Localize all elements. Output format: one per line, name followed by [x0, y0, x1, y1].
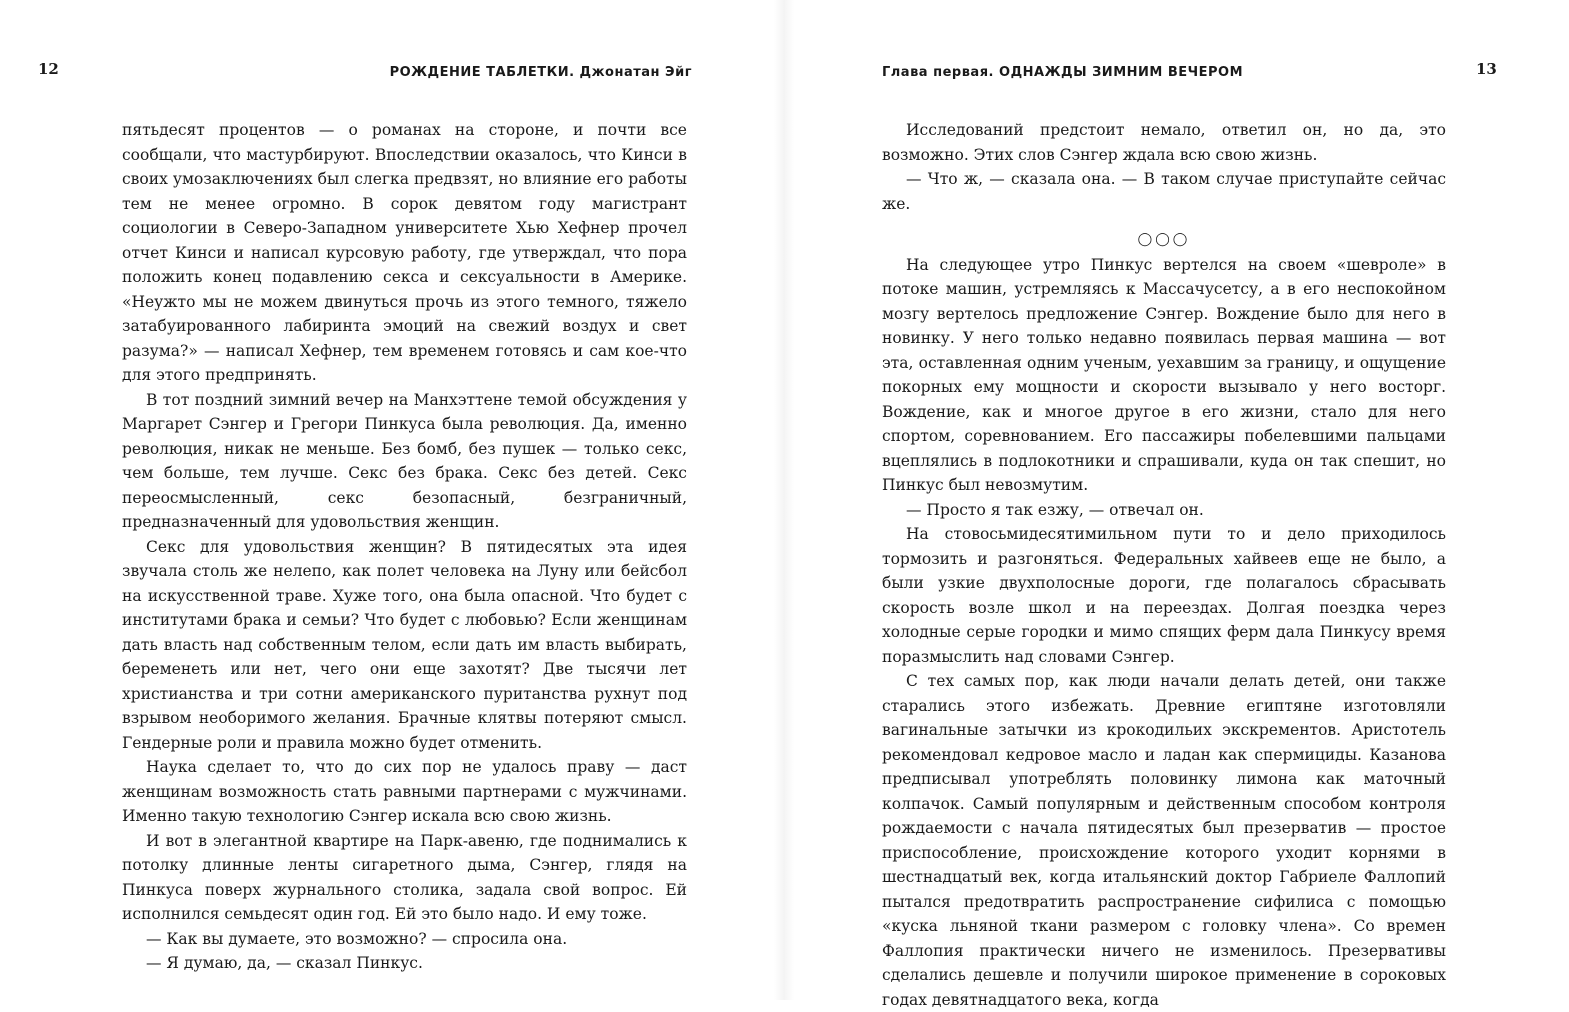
dialogue-line: — Что ж, — сказала она. — В таком случае приступайте сейчас же. — [882, 170, 1446, 213]
paragraph: И вот в элегантной квартире на Парк-авеню, где поднимались к потолку длинные ленты сигаретного дыма, Сэнгер, глядя на Пинкуса поверх журнального столика, задала свой вопрос. Ей исполнился семьдесят один год. Ей это было надо. И ему тоже. — [122, 831, 687, 923]
dialogue-line: — Я думаю, да, — сказал Пинкус. — [146, 954, 423, 972]
right-page — [784, 0, 1569, 1009]
body-text-left — [122, 118, 687, 976]
paragraph: На следующее утро Пинкус вертелся на своем «шевроле» в потоке машин, устремляясь к Массачусетсу, а в его неспокойном мозгу вертелось предложение Сэнгер. Вождение было для него в новинку. У него только недавно появилась первая машина — вот эта, оставленная одним ученым, уехавшим за границу, и ощущение покорных ему мощности и скорости вызывало у него восторг. Вождение, как и многое другое в его жизни, стало для него спортом, соревнованием. Его пассажиры побелевшими пальцами вцеплялись в подлокотники и спрашивали, куда он так спешит, но Пинкус был невозмутим. — [882, 255, 1446, 494]
paragraph: Наука сделает то, что до сих пор не удалось праву — даст женщинам возможность стать равными партнерами с мужчинами. Именно такую технологию Сэнгер искала всю свою жизнь. — [122, 758, 687, 825]
paragraph: В тот поздний зимний вечер на Манхэттене темой обсуждения у Маргарет Сэнгер и Грегори Пинкуса была революция. Да, именно революция, никак не меньше. Без бомб, без пушек — только секс, чем больше, тем лучше. Секс без брака. Секс без детей. Секс переосмысленный, секс безопасный, безграничный, предназначенный для удовольствия женщин. — [122, 390, 687, 531]
section-break-ornament: ◯◯◯ — [1137, 232, 1191, 247]
running-head-right: Глава первая. ОДНАЖДЫ ЗИМНИМ ВЕЧЕРОМ — [882, 65, 1244, 80]
paragraph: Секс для удовольствия женщин? В пятидесятых эта идея звучала столь же нелепо, как полет человека на Луну или бейсбол на искусственной траве. Хуже того, она была опасной. Что будет с институтами брака и семьи? Что будет с любовью? Если женщинам дать власть над собственным телом, если дать им власть выбирать, беременеть или нет, чего они еще захотят? Две тысячи лет христианства и три сотни американского пуританства рухнут под взрывом необоримого желания. Брачные клятвы потеряют смысл. Гендерные роли и правила можно будет отменить. — [122, 537, 687, 752]
page-number-left: 12 — [38, 60, 59, 78]
paragraph: пятьдесят процентов — о романах на стороне, и почти все сообщали, что мастурбируют. Впоследствии оказалось, что Кинси в своих умозаключениях был слегка предвзят, но влияние его работы тем не менее огромно. В сорок девятом году магистрант социологии в Северо-Западном университете Хью Хефнер прочел отчет Кинси и написал курсовую работу, где утверждал, что пора положить конец подавлению секса и сексуальности в Америке. «Неужто мы не можем двинуться прочь из этого темного, тяжело затабуированного лабиринта эмоций на свежий воздух и свет разума?» — написал Хефнер, тем временем готовясь и сам кое-что для этого предпринять. — [122, 121, 687, 384]
dialogue-line: — Как вы думаете, это возможно? — спросила она. — [146, 929, 568, 948]
paragraph: На стовосьмидесятимильном пути то и дело приходилось тормозить и разгоняться. Федеральных хайвеев еще не было, а были узкие двухполосные дороги, где полагалось сбрасывать скорость возле школ и на переездах. Долгая поездка через холодные серые городки и мимо спящих ферм дала Пинкусу время поразмыслить над словами Сэнгер. — [882, 525, 1446, 666]
body-text-right — [882, 118, 1446, 1012]
running-head-left: РОЖДЕНИЕ ТАБЛЕТКИ. Джонатан Эйг — [389, 65, 692, 80]
dialogue-line: — Просто я так езжу, — отвечал он. — [906, 500, 1204, 519]
page-number-right: 13 — [1476, 60, 1497, 78]
paragraph: С тех самых пор, как люди начали делать детей, они также старались этого избежать. Древние египтяне изготовляли вагинальные затычки из крокодильих экскрементов. Аристотель рекомендовал кедровое масло и ладан как спермициды. Казанова предписывал употреблять половинку лимона как маточный колпачок. Самый популярным и действенным способом контроля рождаемости с начала пятидесятых был презерватив — простое приспособление, происхождение которого уходит корнями в шестнадцатый век, когда итальянский доктор Габриеле Фаллопий пытался предотвратить распространение сифилиса с помощью «куска льняной ткани размером с головку члена». Со времен Фаллопия практически ничего не изменилось. Презервативы сделались дешевле и получили широкое применение в сороковых годах девятнадцатого века, когда — [882, 672, 1446, 1009]
left-page — [0, 0, 784, 1000]
paragraph: Исследований предстоит немало, ответил он, но да, это возможно. Этих слов Сэнгер ждала всю свою жизнь. — [882, 121, 1446, 164]
